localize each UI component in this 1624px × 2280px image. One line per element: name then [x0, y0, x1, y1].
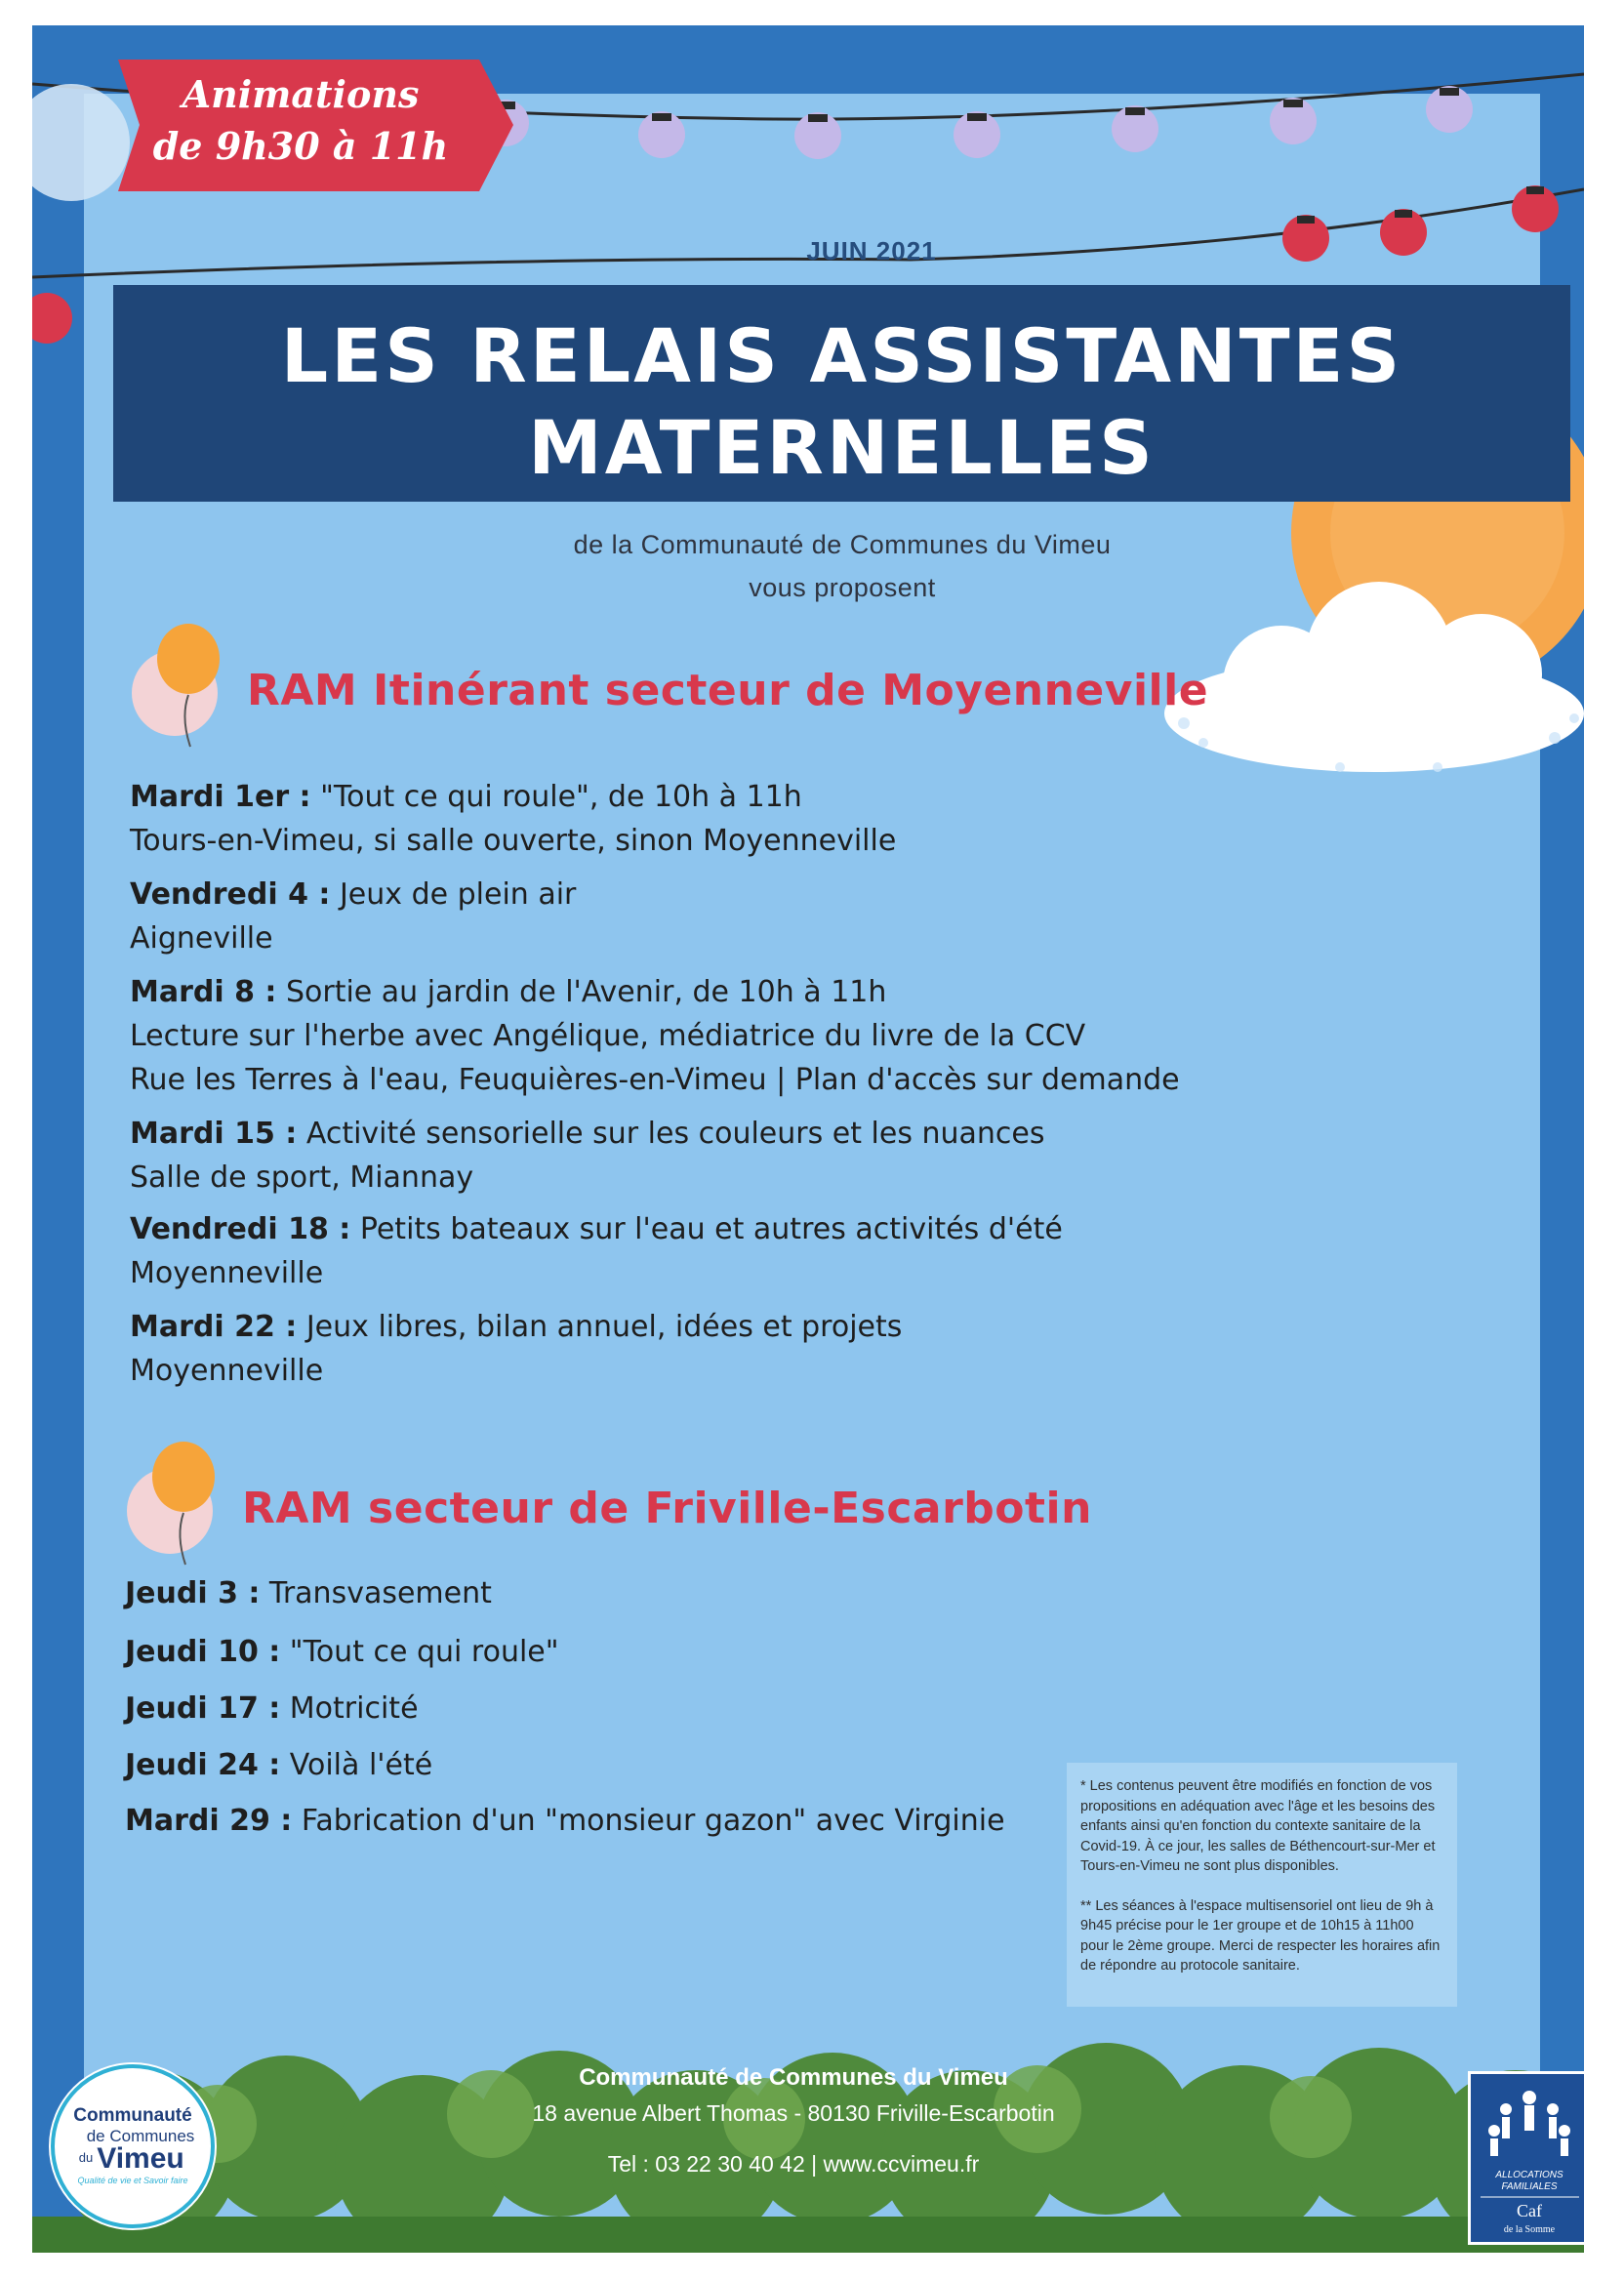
item-text: Motricité: [280, 1691, 419, 1726]
footer-address: 18 avenue Albert Thomas - 80130 Friville-Escarbotin: [532, 2100, 1055, 2126]
caf-logo: [1468, 2071, 1584, 2245]
badge-line-1: Animations: [182, 72, 420, 116]
ccvimeu-logo: [47, 2060, 219, 2232]
item-first-line: [130, 1112, 1301, 1156]
item-day: Vendredi 18 :: [130, 1212, 351, 1246]
item-text: Voilà l'été: [280, 1748, 433, 1782]
balloon-icon: [125, 1433, 232, 1569]
item-text: Fabrication d'un "monsieur gazon" avec Virginie: [292, 1804, 1005, 1838]
item-text: Petits bateaux sur l'eau et autres activités d'été: [350, 1212, 1063, 1246]
item-day: Jeudi 17 :: [125, 1691, 281, 1726]
item-first-line: [125, 1571, 1296, 1615]
month-label: JUIN 2021: [806, 236, 937, 265]
footnote-1: * Les contenus peuvent être modifiés en fonction de vos propositions en adéquation avec l'âge et les besoins des enfants ainsi qu'en fonction du contexte sanitaire de la Covid-19. À ce jour, les salles de Béthencourt-sur-Mer et Tours-en-Vimeu ne sont plus disponibles.: [1080, 1778, 1436, 1874]
cloud-decoration: [1145, 577, 1584, 787]
caf-logo-line-1: ALLOCATIONS: [1495, 2170, 1563, 2180]
section-title-moyenneville: RAM Itinérant secteur de Moyenneville: [247, 666, 1209, 715]
item-first-line: [130, 970, 1301, 1014]
item-detail: Rue les Terres à l'eau, Feuquières-en-Vimeu | Plan d'accès sur demande: [130, 1063, 1180, 1097]
item-first-line: [130, 1305, 1301, 1349]
subtitle-line-2: vous proposent: [749, 573, 936, 602]
item-day: Mardi 1er :: [130, 780, 311, 814]
ccv-logo-line-3: du: [78, 2150, 94, 2165]
caf-logo-brand: Caf: [1517, 2201, 1542, 2220]
caf-logo-region: de la Somme: [1503, 2224, 1556, 2235]
list-item: [130, 1305, 1301, 1393]
list-item: [130, 970, 1301, 1102]
ccv-logo-tagline: Qualité de vie et Savoir faire: [77, 2176, 188, 2185]
item-day: Mardi 22 :: [130, 1310, 298, 1344]
badge-line-2: de 9h30 à 11h: [152, 124, 449, 168]
item-detail: Lecture sur l'herbe avec Angélique, médiatrice du livre de la CCV: [130, 1019, 1086, 1053]
title-line-2: MATERNELLES: [528, 404, 1156, 491]
ccv-logo-line-4: Vimeu: [97, 2142, 184, 2175]
item-text: Jeux de plein air: [330, 877, 577, 912]
poster: [32, 25, 1584, 2253]
list-item: [130, 1207, 1301, 1295]
item-text: Jeux libres, bilan annuel, idées et projets: [297, 1310, 903, 1344]
footnote-box: [1067, 1763, 1457, 2007]
item-first-line: [125, 1630, 1296, 1674]
subtitle-line-1: de la Communauté de Communes du Vimeu: [573, 530, 1112, 559]
item-first-line: [130, 1207, 1301, 1251]
footer: [481, 2059, 1106, 2181]
item-first-line: [125, 1687, 1296, 1730]
item-day: Jeudi 3 :: [125, 1576, 261, 1610]
item-detail: Moyenneville: [130, 1354, 324, 1388]
item-detail: Moyenneville: [130, 1256, 324, 1290]
time-badge-text: [140, 68, 462, 172]
footer-contact: Tel : 03 22 30 40 42 | www.ccvimeu.fr: [607, 2151, 980, 2177]
item-text: Sortie au jardin de l'Avenir, de 10h à 11h: [276, 975, 887, 1009]
item-first-line: [130, 775, 1301, 819]
subtitle: [423, 523, 1262, 609]
list-item: [130, 775, 1301, 863]
item-detail: Tours-en-Vimeu, si salle ouverte, sinon Moyenneville: [130, 824, 897, 858]
item-day: Jeudi 10 :: [125, 1635, 281, 1669]
ccv-logo-line-2: de Communes: [86, 2127, 195, 2145]
list-item: [125, 1571, 1296, 1615]
list-item: [125, 1630, 1296, 1674]
title-band: [113, 285, 1570, 502]
item-text: "Tout ce qui roule", de 10h à 11h: [310, 780, 802, 814]
item-text: Activité sensorielle sur les couleurs et les nuances: [297, 1117, 1045, 1151]
section-title-friville: RAM secteur de Friville-Escarbotin: [242, 1484, 1092, 1533]
list-item: [130, 1112, 1301, 1200]
footer-organization: Communauté de Communes du Vimeu: [579, 2064, 1008, 2091]
item-day: Jeudi 24 :: [125, 1748, 281, 1782]
item-text: Transvasement: [260, 1576, 492, 1610]
page-title: [113, 310, 1570, 494]
item-day: Mardi 29 :: [125, 1804, 293, 1838]
list-item: [130, 873, 1301, 960]
caf-logo-emblem: [1471, 2074, 1584, 2242]
item-detail: Aigneville: [130, 921, 273, 956]
ccv-logo-line-1: Communauté: [73, 2105, 192, 2126]
footnote-2: ** Les séances à l'espace multisensoriel ont lieu de 9h à 9h45 précise pour le 1er groupe et de 10h15 à 11h00 pour le 2ème groupe. Merci de respecter les horaires afin de répondre au protocole sanitaire.: [1080, 1897, 1441, 1974]
item-day: Mardi 15 :: [130, 1117, 298, 1151]
title-line-1: LES RELAIS ASSISTANTES: [280, 312, 1403, 399]
list-item: [125, 1687, 1296, 1730]
item-detail: Salle de sport, Miannay: [130, 1160, 474, 1195]
item-day: Vendredi 4 :: [130, 877, 331, 912]
item-first-line: [130, 873, 1301, 916]
caf-logo-line-2: FAMILIALES: [1501, 2181, 1558, 2192]
balloon-icon: [130, 615, 237, 752]
item-day: Mardi 8 :: [130, 975, 277, 1009]
item-text: "Tout ce qui roule": [280, 1635, 559, 1669]
